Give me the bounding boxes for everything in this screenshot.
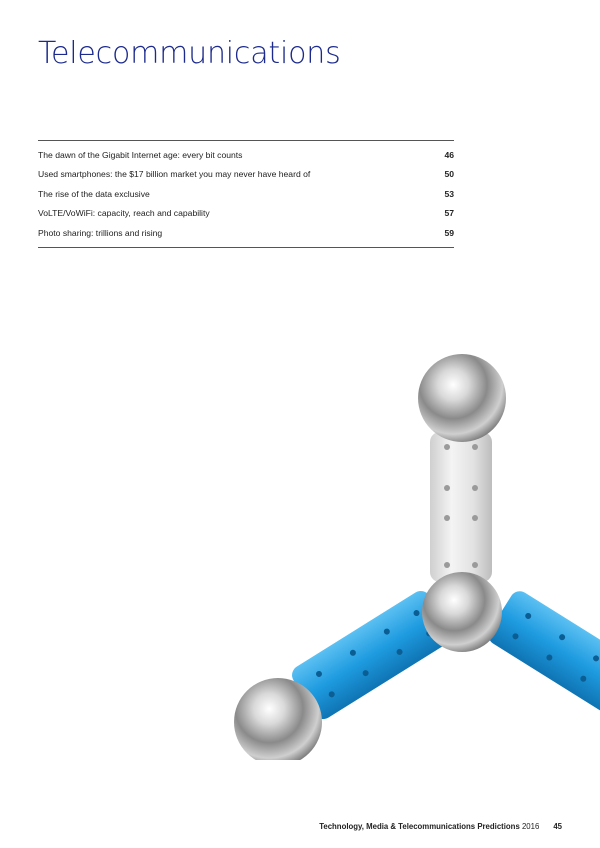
footer-year: 2016 bbox=[521, 822, 540, 831]
toc-entry-title: The dawn of the Gigabit Internet age: every bit counts bbox=[38, 149, 243, 160]
molecule-connector-illustration bbox=[0, 340, 600, 760]
toc-entry[interactable] bbox=[38, 223, 454, 243]
footer-publication-title: Technology, Media & Telecommunications Predictions bbox=[319, 822, 520, 831]
page-footer bbox=[319, 822, 562, 831]
toc-entry-title: VoLTE/VoWiFi: capacity, reach and capability bbox=[38, 208, 210, 219]
toc-entry-page: 50 bbox=[444, 169, 454, 180]
chrome-ball-top bbox=[418, 354, 506, 442]
toc-entry[interactable] bbox=[38, 204, 454, 224]
page-title: Telecommunications bbox=[38, 36, 341, 71]
page-number: 45 bbox=[553, 822, 562, 831]
footer-publication bbox=[319, 822, 539, 831]
blue-connector-right bbox=[485, 587, 600, 723]
toc-entry[interactable] bbox=[38, 165, 454, 185]
toc-entry[interactable] bbox=[38, 184, 454, 204]
toc-entry-page: 53 bbox=[444, 188, 454, 199]
toc-entry-page: 57 bbox=[444, 208, 454, 219]
white-connector-tube bbox=[430, 432, 492, 582]
chrome-ball-center bbox=[422, 572, 502, 652]
toc-entry[interactable] bbox=[38, 145, 454, 165]
toc-entry-page: 59 bbox=[444, 227, 454, 238]
toc-entry-title: Used smartphones: the $17 billion market you may never have heard of bbox=[38, 169, 311, 180]
toc-entry-title: Photo sharing: trillions and rising bbox=[38, 227, 163, 238]
table-of-contents bbox=[38, 140, 454, 248]
toc-entry-page: 46 bbox=[444, 149, 454, 160]
toc-entry-title: The rise of the data exclusive bbox=[38, 188, 150, 199]
